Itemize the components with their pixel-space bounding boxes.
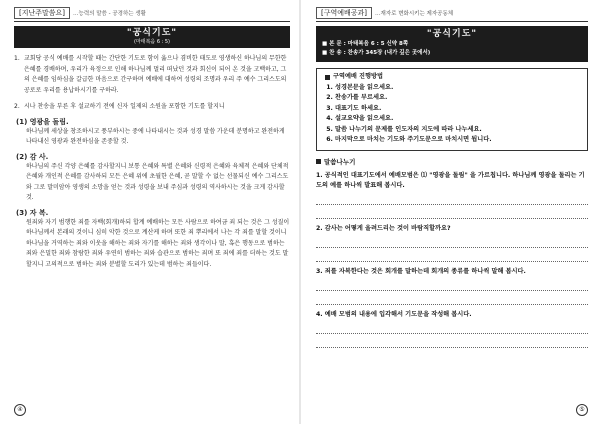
worship-order-box [316,68,588,151]
answer-line[interactable] [316,291,588,305]
answer-line[interactable] [316,205,588,219]
right-title-banner [316,26,588,62]
answer-line[interactable] [316,191,588,205]
question-2 [316,224,588,262]
square-bullet-icon [316,159,321,164]
subsection-heading-glory: (1) 영광을 돌림. [16,117,69,126]
left-header [14,6,290,20]
right-page [300,0,600,424]
right-header-subtitle: …재자로 변화시키는 제자공동체 [375,11,454,17]
worship-order-heading-row [325,72,579,83]
left-header-tag: [지난주말씀요] [14,7,70,19]
worship-order-list [325,83,579,146]
left-header-subtitle: …능력의 말씀 - 공경하는 생활 [73,11,146,17]
subsection-heading-confession: (3) 자 복. [16,208,49,217]
right-header-rule [316,21,588,22]
sharing-section-heading [316,157,588,166]
left-body [14,54,290,270]
left-header-rule [14,21,290,22]
paragraph-text: 교회당 공식 예배를 시작할 때는 간단한 기도로 함이 옳으나 겸비한 태도로 영생하신 하나님의 무한한 은혜를 경배하며, 우리가 육정으로 인해 하나님께 멀리 떠났던 것과 회신이 되어 온 것을 고백하고, 그의 은혜를 임하심을 갈급한 마음으로 간구하며 예배에 대하여 성령의 조명과 우리 주 예수 그리스도의 공로로 우리를 용납하시기를 구하라. [24,55,287,94]
scripture-line: ■ 본 문 : 마태복음 6 : 5 신약 8쪽 [322,41,409,47]
right-header [316,6,588,20]
right-header-tag: [구역예배공과] [316,7,372,19]
question-text: 1. 공식적인 대표기도에서 예배모범은 ⑴ "영광을 돌림" 을 가르칩니다. 하나님께 영광을 돌리는 기도의 예를 하나씩 발표해 봅시다. [316,171,585,189]
question-text: 2. 감사는 어떻게 올려드리는 것이 바람직할까요? [316,224,451,232]
answer-line[interactable] [316,334,588,348]
left-scripture-reference: (마태복음 6 : 5) [133,39,171,45]
right-title: "공식기도" [426,29,478,39]
subsection-body-confession: 원죄와 자기 범행한 죄를 자백(회개)하되 합계 예배하는 모든 사람으로 하여금 죄 되는 것은 그 성질이 하나님께서 본래의 것이니 심히 악한 것으로 계산케 하며 또한 죄 뿌리에서 나는 각 죄를 말할 것이니 하나님을 거역하는 죄와 이웃을 해하는 죄와 자기를 해하는 죄와 생각이나 말, 혹은 행동으로 범하는 죄와 은밀한 죄와 참람한 죄와 우연히 범하는 죄와 습관으로 범하는 죄며 또 죄에 죄를 더하는 것도 말할지니 고의적으로 범하는 죄와 분별할 도리가 있는데 범하는 죄들이다. [26,218,290,268]
list-item: 5. 말씀 나누기의 문제를 인도자의 지도에 따라 나누세요. [335,125,579,136]
list-item: 4. 설교요약을 읽으세요. [335,114,579,125]
answer-line[interactable] [316,248,588,262]
question-text: 4. 예배 모범의 내용에 입각해서 기도문을 작성해 봅시다. [316,310,472,318]
paragraph-1 [14,54,290,96]
paragraph-2 [14,102,290,113]
paragraph-number: 2. [14,103,20,110]
list-item: 1. 성경본문을 읽으세요. [335,83,579,94]
answer-line[interactable] [316,234,588,248]
subsection-heading-thanks: (2) 감 사. [16,152,49,161]
list-item: 3. 대표기도 하세요. [335,104,579,115]
question-1 [316,171,588,219]
left-title-banner [14,26,290,48]
square-bullet-icon [325,75,330,80]
left-page-number: ④ [14,404,26,416]
list-item: 6. 마지막으로 마치는 기도와 주기도문으로 마치시면 됩니다. [335,135,579,146]
answer-line[interactable] [316,277,588,291]
question-text: 3. 죄를 자복한다는 것은 회개를 말하는데 회개의 종류를 하나씩 말해 봅시다. [316,267,526,275]
hymn-line: ■ 찬 송 : 찬송가 345장 (내가 깊은 곳에서) [322,50,431,56]
answer-line[interactable] [316,320,588,334]
paragraph-number: 1. [14,55,20,62]
question-4 [316,310,588,348]
left-title: "공식기도" [126,28,178,38]
subsection-body-glory: 하나님께 세상을 창조하시고 풍부하시는 중에 나타내시는 것과 성경 말씀 가운데 분명하고 완전하게 나타내신 영광과 완전하심을 존중할 것. [26,127,285,145]
question-3 [316,267,588,305]
paragraph-text: 시나 찬송을 부른 후 설교하기 전에 신자 일제의 소원을 포함한 기도를 할지니 [24,103,225,110]
subsection-body-thanks: 하나님의 주신 각양 은혜를 감사할지니 보통 은혜와 특별 은혜와 신령적 은혜와 육체적 은혜와 단체적 은혜와 개인적 은혜를 감사하되 모든 은혜 위에 초월한 은혜, 곧 말할 수 없는 선물되신 예수 그리스도와 그로 말미암아 영생의 소망을 얻는 것과 성령을 보내 주심과 성령의 역사하시는 것을 크게 감사할 것. [26,162,289,201]
worship-order-heading: 구역예배 진행방법 [333,73,383,80]
sharing-heading-label: 말씀나누기 [324,157,356,166]
right-page-number: ⑤ [576,404,588,416]
list-item: 2. 찬송가를 부르세요. [335,93,579,104]
